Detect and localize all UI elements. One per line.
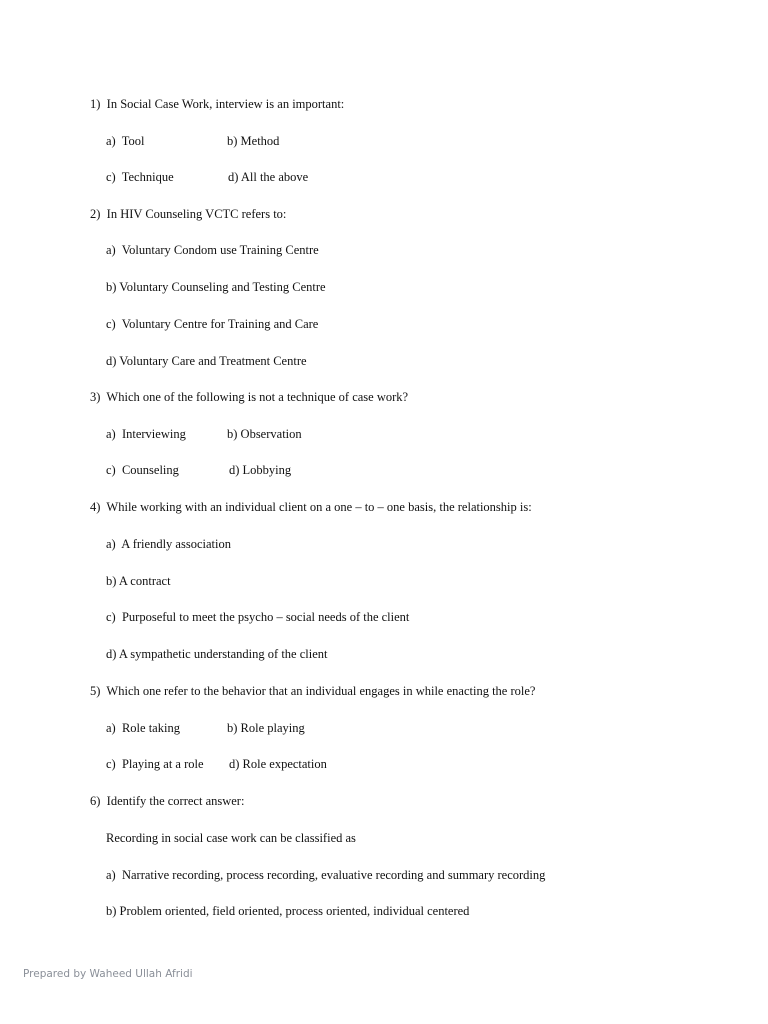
q6-option-b: b) Problem oriented, field oriented, process oriented, individual centered (106, 904, 470, 918)
q6-prompt: Recording in social case work can be classified as (106, 831, 356, 845)
q2-option-c: c) Voluntary Centre for Training and Care (106, 317, 319, 331)
question-6: 6) Identify the correct answer: (90, 794, 245, 808)
q4-option-d: d) A sympathetic understanding of the client (106, 647, 328, 661)
q1-option-a: a) Tool (106, 134, 145, 148)
q5-option-d: d) Role expectation (229, 757, 327, 771)
q5-option-c: c) Playing at a role (106, 757, 204, 771)
q4-option-b: b) A contract (106, 574, 171, 588)
q3-option-c: c) Counseling (106, 463, 179, 477)
q1-option-d: d) All the above (228, 170, 309, 184)
q6-option-a: a) Narrative recording, process recording, evaluative recording and summary recording (106, 868, 546, 882)
q3-option-b: b) Observation (227, 427, 302, 441)
q1-option-c: c) Technique (106, 170, 174, 184)
question-4: 4) While working with an individual client on a one – to – one basis, the relationship is: (90, 500, 532, 514)
question-3: 3) Which one of the following is not a technique of case work? (90, 390, 409, 404)
q5-option-a: a) Role taking (106, 721, 180, 735)
q3-option-d: d) Lobbying (229, 463, 292, 477)
footer-credit: Prepared by Waheed Ullah Afridi (23, 968, 193, 980)
question-2: 2) In HIV Counseling VCTC refers to: (90, 207, 287, 221)
q4-option-a: a) A friendly association (106, 537, 231, 551)
q5-option-b: b) Role playing (227, 721, 305, 735)
q4-option-c: c) Purposeful to meet the psycho – social needs of the client (106, 610, 410, 624)
q2-option-a: a) Voluntary Condom use Training Centre (106, 243, 319, 257)
question-5: 5) Which one refer to the behavior that an individual engages in while enacting the role? (90, 684, 536, 698)
q1-option-b: b) Method (227, 134, 280, 148)
q2-option-d: d) Voluntary Care and Treatment Centre (106, 354, 307, 368)
question-1: 1) In Social Case Work, interview is an important: (90, 97, 345, 111)
q2-option-b: b) Voluntary Counseling and Testing Centre (106, 280, 326, 294)
q3-option-a: a) Interviewing (106, 427, 186, 441)
